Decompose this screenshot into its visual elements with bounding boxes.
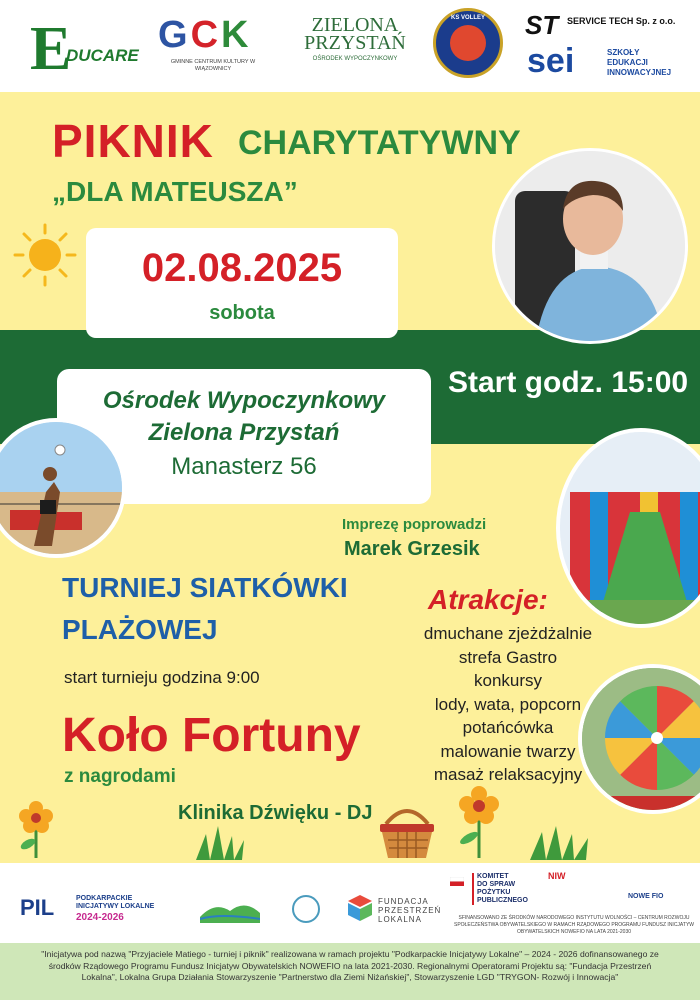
fortune-wheel-title: Koło Fortuny	[62, 709, 361, 762]
komitet-logo: KOMITET DO SPRAW POŻYTKU PUBLICZNEGO	[472, 873, 528, 905]
event-day: sobota	[209, 302, 275, 324]
flower-icon	[454, 784, 504, 858]
title-charytatywny: CHARYTATYWNY	[238, 124, 521, 162]
pil-logo: PIL	[20, 895, 55, 920]
list-item: lody, wata, popcorn	[434, 694, 582, 714]
sun-icon	[12, 222, 78, 288]
service-tech-sei-logo: ST SERVICE TECH Sp. z o.o. sei SZKOŁY EDUKACJI INNOWACYJNEJ	[525, 10, 676, 80]
partner-round-logo	[292, 895, 320, 923]
start-time: Start godz. 15:00	[448, 366, 689, 399]
inflatable-slide-photo	[556, 428, 700, 628]
list-item: dmuchane zjeżdżalnie	[423, 624, 593, 643]
title-piknik: PIKNIK	[52, 115, 214, 167]
host-label: Imprezę poprowadzi	[342, 516, 487, 533]
top-logo-strip	[0, 0, 700, 92]
gck-logo: GCK GMINNE CENTRUM KULTURY W WIĄZOWNICY	[158, 14, 256, 72]
event-date: 02.08.2025	[141, 246, 343, 290]
sponsor-strip: PIL PODKARPACKIE INICJATYWY LOKALNE 2024-2026 FUNDACJA PRZESTRZEŃ LOKALNA KOMITET DO SPRAW POŻYTKU PUBLICZNEGO NIW NOWE FIO SFINANSOWANO ZE ŚRODKÓW NARODOWEGO INSTYTUTU WOLNOŚCI – CENTRUM ROZWOJU SPOŁECZEŃSTWA OBYWATELSKIEGO W RAMACH RZĄDOWEGO PROGRAMU FUNDUSZ INICJATYW OBYWATELSKICH NOWEFIO NA LATA 2021-2030	[0, 863, 700, 943]
picnic-basket-icon	[376, 804, 438, 860]
attractions-list	[388, 622, 628, 787]
polish-flag-icon	[450, 877, 464, 886]
attractions-title: Atrakcje:	[428, 584, 548, 615]
venue-box: Ośrodek Wypoczynkowy Zielona Przystań Manasterz 56	[57, 369, 431, 504]
list-item: potańcówka	[462, 718, 554, 737]
tournament-time: start turnieju godzina 9:00	[64, 668, 260, 687]
dj-label: Klinika Dźwięku - DJ	[178, 802, 373, 824]
fpl-logo	[346, 893, 374, 921]
lgd-logo	[200, 893, 260, 923]
fortune-wheel-subtitle: z nagrodami	[64, 766, 176, 787]
tournament-title-line2: PLAŻOWEJ	[62, 614, 218, 645]
list-item: strefa Gastro	[458, 647, 558, 667]
event-subtitle: „DLA MATEUSZA”	[52, 176, 298, 207]
educare-logo: E DUCARE	[30, 15, 139, 83]
nowe-fio-logo: NOWE FIO	[628, 893, 664, 900]
mateusz-photo	[492, 148, 688, 344]
grass-icon	[196, 826, 244, 860]
date-box	[86, 228, 398, 338]
host-name: Marek Grzesik	[344, 538, 480, 560]
footer-disclaimer: "Inicjatywa pod nazwą "Przyjaciele Matiego - turniej i piknik" realizowana w ramach projektu "Podkarpackie Inicjatywy Lokalne" – 2024 - 2026 dofinansowanego ze środków Rządowego Programu Fundusz Inicjatyw Obywatelskich NOWEFIO na lata 2021-2030. Regionalnymi Operatorami Projektu są: "Fundacja Przestrzeń Lokalna", Lokalna Grupa Działania Stowarzyszenie "Partnerstwo dla Ziemi Niżańskiej", Stowarzyszenie LGD "TRYGON- Rozwój i Innowacja"	[0, 943, 700, 1000]
flower-icon	[14, 798, 58, 858]
list-item: masaż relaksacyjny	[433, 765, 583, 784]
poster-body	[0, 92, 700, 863]
niw-logo: NIW	[548, 871, 566, 881]
list-item: konkursy	[473, 671, 543, 690]
tournament-title-line1: TURNIEJ SIATKÓWKI	[62, 572, 348, 603]
grass-icon	[530, 826, 590, 860]
list-item: malowanie twarzy	[440, 741, 576, 761]
funding-note: SFINANSOWANO ZE ŚRODKÓW NARODOWEGO INSTYTUTU WOLNOŚCI – CENTRUM ROZWOJU SPOŁECZEŃSTWA OBYWATELSKIEGO W RAMACH RZĄDOWEGO PROGRAMU FUNDUSZ INICJATYW OBYWATELSKICH NOWEFIO NA LATA 2021-2030	[453, 915, 694, 935]
zielona-przystan-logo: ZIELONA PRZYSTAŃ OŚRODEK WYPOCZYNKOWY	[304, 14, 406, 62]
volley-club-logo: KS VOLLEY	[433, 8, 503, 78]
